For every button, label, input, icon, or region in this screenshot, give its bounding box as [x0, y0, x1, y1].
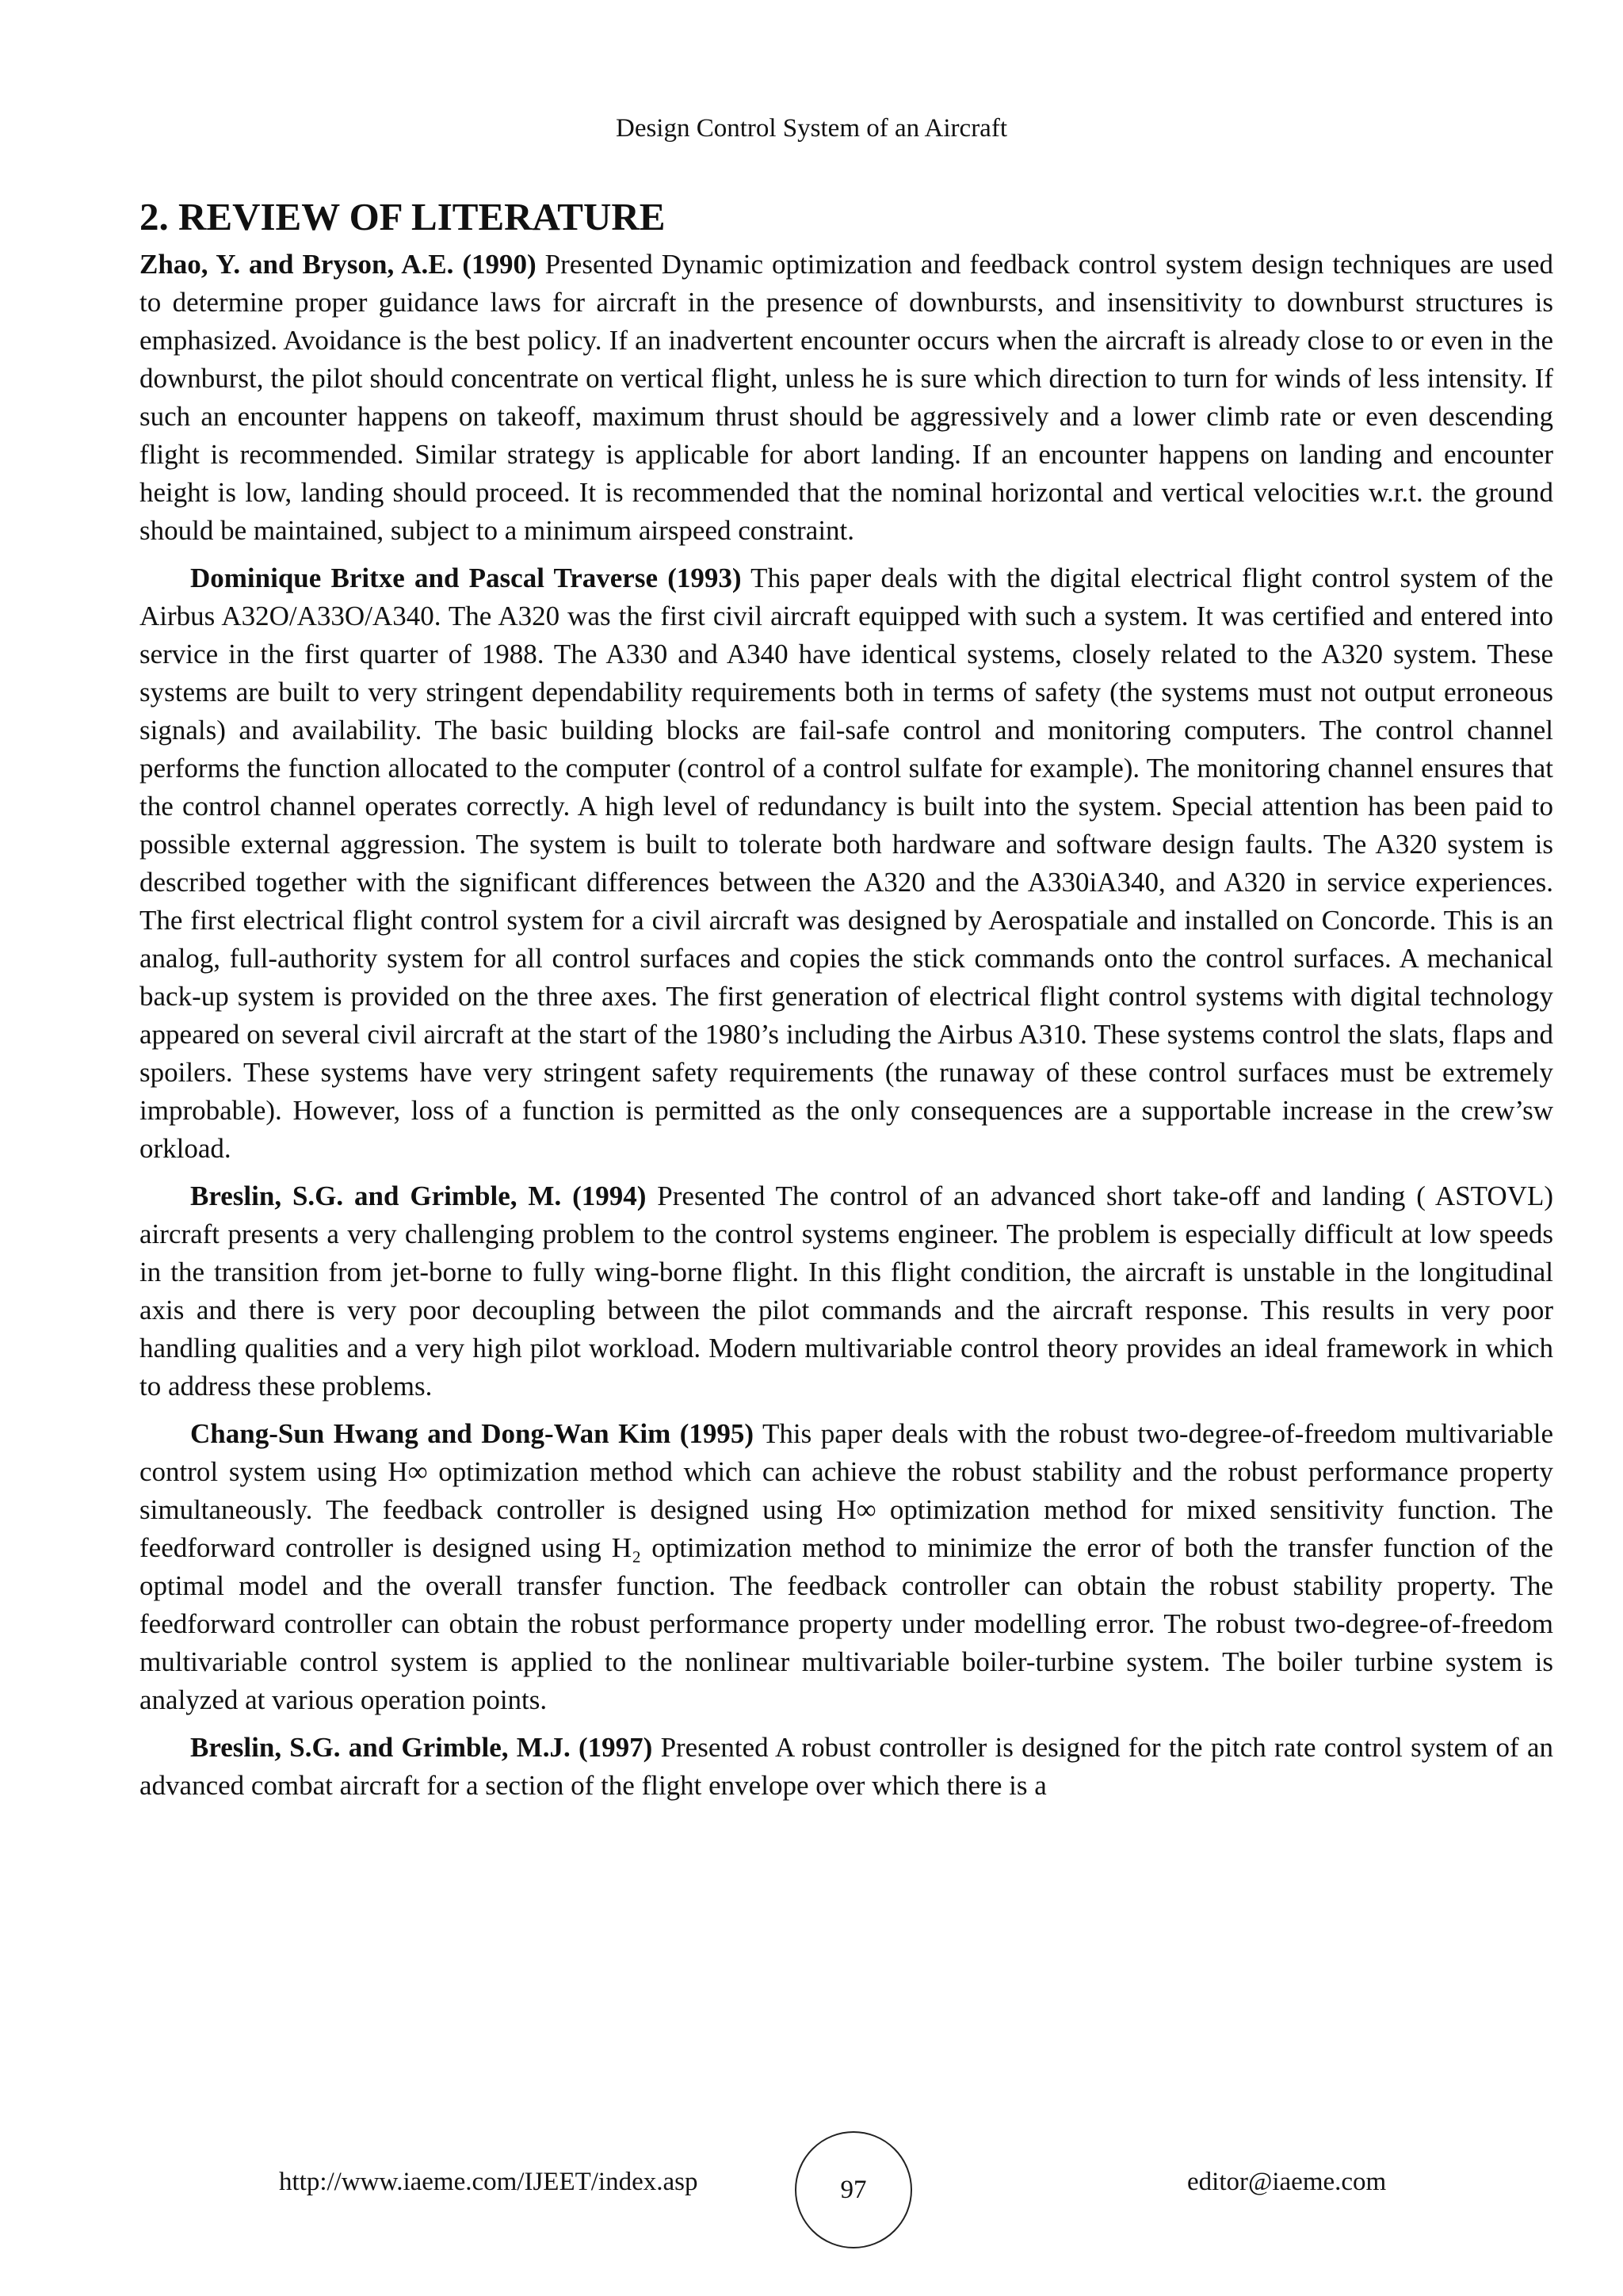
- entry-text: Presented A robust controller is designed for the pitch rate control system of an advanced combat aircraft for a section of the flight envelope over which there is a: [139, 1732, 1553, 1801]
- entry-author: Zhao, Y. and Bryson, A.E. (1990): [139, 249, 537, 280]
- literature-entry-britxe-traverse: [139, 559, 1553, 1168]
- literature-entry-zhao-bryson: [139, 246, 1553, 550]
- literature-entry-breslin-grimble-1994: [139, 1177, 1553, 1405]
- footer-url-link[interactable]: http://www.iaeme.com/IJEET/index.asp: [279, 2168, 698, 2196]
- entry-author: Breslin, S.G. and Grimble, M. (1994): [190, 1180, 647, 1211]
- section-title: 2. REVIEW OF LITERATURE: [139, 195, 666, 238]
- article-body: [139, 193, 1553, 1814]
- running-header: Design Control System of an Aircraft: [615, 114, 1007, 143]
- page-footer: [0, 2131, 1623, 2234]
- entry-author: Breslin, S.G. and Grimble, M.J. (1997): [190, 1732, 653, 1763]
- page-number: 97: [840, 2175, 867, 2204]
- page-number-badge: [795, 2131, 912, 2248]
- literature-entry-hwang-kim: [139, 1415, 1553, 1719]
- literature-entry-breslin-grimble-1997: [139, 1729, 1553, 1805]
- entry-text: Presented Dynamic optimization and feedback control system design techniques are used to determine proper guidance laws for aircraft in the presence of downbursts, and insensitivity to downburst structures is emphasized. Avoidance is the best policy. If an inadvertent encounter occurs when the aircraft is already close to or even in the downburst, the pilot should concentrate on vertical flight, unless he is sure which direction to turn for winds of less intensity. If such an encounter happens on takeoff, maximum thrust should be aggressively and a lower climb rate or even descending flight is recommended. Similar strategy is applicable for abort landing. If an encounter happens on landing and encounter height is low, landing should proceed. It is recommended that the nominal horizontal and vertical velocities w.r.t. the ground should be maintained, subject to a minimum airspeed constraint.: [139, 249, 1553, 546]
- entry-author: Dominique Britxe and Pascal Traverse (1993): [190, 563, 742, 593]
- entry-text: This paper deals with the robust two-degree-of-freedom multivariable control system using H∞ optimization method which can achieve the robust stability and the robust performance property simultaneously. The feedback controller is designed using H∞ optimization method for mixed sensitivity function. The feedforward controller is designed using H₂ optimization method to minimize the error of both the transfer function of the optimal model and the overall transfer function. The feedback controller can obtain the robust stability property. The feedforward controller can obtain the robust performance property under modelling error. The robust two-degree-of-freedom multivariable control system is applied to the nonlinear multivariable boiler-turbine system. The boiler turbine system is analyzed at various operation points.: [139, 1418, 1553, 1715]
- entry-author: Chang-Sun Hwang and Dong-Wan Kim (1995): [190, 1418, 754, 1449]
- footer-email-link[interactable]: editor@iaeme.com: [1187, 2168, 1387, 2196]
- entry-text: Presented The control of an advanced short take-off and landing ( ASTOVL) aircraft presents a very challenging problem to the control systems engineer. The problem is especially difficult at low speeds in the transition from jet-borne to fully wing-borne flight. In this flight condition, the aircraft is unstable in the longitudinal axis and there is very poor decoupling between the pilot commands and the aircraft response. This results in very poor handling qualities and a very high pilot workload. Modern multivariable control theory provides an ideal framework in which to address these problems.: [139, 1180, 1553, 1402]
- entry-text: This paper deals with the digital electrical flight control system of the Airbus A32O/A33O/A340. The A320 was the first civil aircraft equipped with such a system. It was certified and entered into service in the first quarter of 1988. The A330 and A340 have identical systems, closely related to the A320 system. These systems are built to very stringent dependability requirements both in terms of safety (the systems must not output erroneous signals) and availability. The basic building blocks are fail-safe control and monitoring computers. The control channel performs the function allocated to the computer (control of a control sulfate for example). The monitoring channel ensures that the control channel operates correctly. A high level of redundancy is built into the system. Special attention has been paid to possible external aggression. The system is built to tolerate both hardware and software design faults. The A320 system is described together with the significant differences between the A320 and the A330iA340, and A320 in service experiences. The first electrical flight control system for a civil aircraft was designed by Aerospatiale and installed on Concorde. This is an analog, full-authority system for all control surfaces and copies the stick commands onto the control surfaces. A mechanical back-up system is provided on the three axes. The first generation of electrical flight control systems with digital technology appeared on several civil aircraft at the start of the 1980’s including the Airbus A310. These systems control the slats, flaps and spoilers. These systems have very stringent safety requirements (the runaway of these control surfaces must be extremely improbable). However, loss of a function is permitted as the only consequences are a supportable increase in the crew’sw orkload.: [139, 563, 1553, 1164]
